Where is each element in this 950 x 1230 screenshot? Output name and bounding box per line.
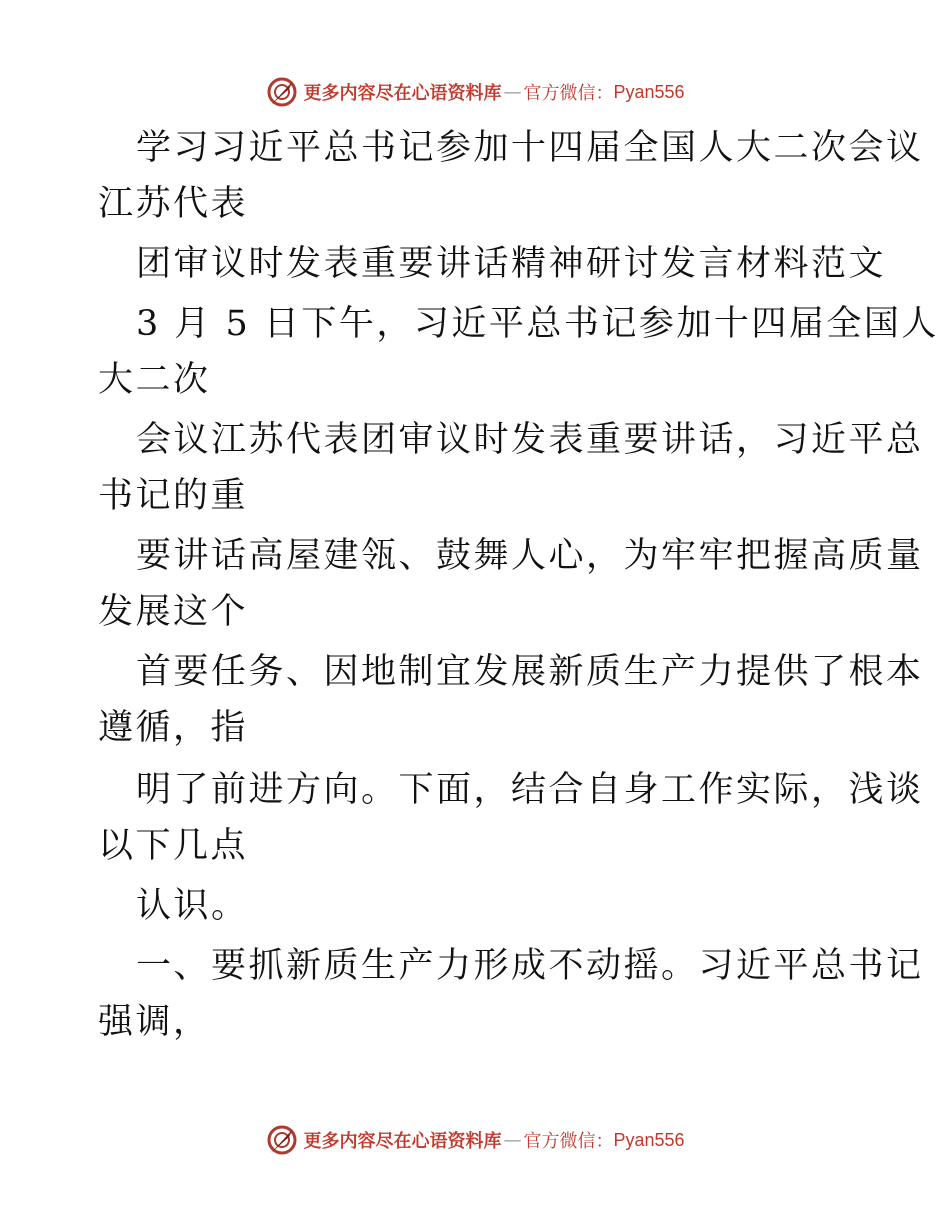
text-line: 明了前进方向。下面，结合自身工作实际，浅谈: [136, 770, 924, 810]
header-brand-text: 更多内容尽在心语资料库: [303, 83, 502, 104]
footer-banner: [0, 1120, 950, 1160]
quill-logo-icon: [265, 1123, 299, 1157]
text-line: 书记的重: [98, 476, 249, 516]
footer-dash: —: [503, 1129, 522, 1151]
text-line: 江苏代表: [98, 184, 249, 224]
footer-wechat-id: Pyan556: [613, 1129, 685, 1150]
text-line: 以下几点: [98, 826, 249, 866]
footer-brand-text: 更多内容尽在心语资料库: [303, 1131, 502, 1152]
text-line: 会议江苏代表团审议时发表重要讲话，习近平总: [136, 420, 924, 460]
footer-wechat-label: 官方微信：: [523, 1131, 614, 1152]
text-line: 遵循，指: [98, 708, 249, 748]
text-line: 团审议时发表重要讲话精神研讨发言材料范文: [136, 244, 887, 284]
header-wechat-id: Pyan556: [613, 81, 685, 102]
text-line: 一、要抓新质生产力形成不动摇。习近平总书记: [136, 946, 924, 986]
text-line: 认识。: [136, 886, 249, 926]
text-line: 首要任务、因地制宜发展新质生产力提供了根本: [136, 652, 924, 692]
text-line: 大二次: [98, 360, 211, 400]
header-dash: —: [503, 81, 522, 103]
header-wechat-label: 官方微信：: [523, 83, 614, 104]
text-line: 3 月 5 日下午，习近平总书记参加十四届全国人: [136, 304, 939, 344]
text-line: 发展这个: [98, 592, 249, 632]
text-line: 强调，: [98, 1002, 211, 1042]
text-line: 学习习近平总书记参加十四届全国人大二次会议: [136, 128, 924, 168]
text-line: 要讲话高屋建瓴、鼓舞人心，为牢牢把握高质量: [136, 536, 924, 576]
